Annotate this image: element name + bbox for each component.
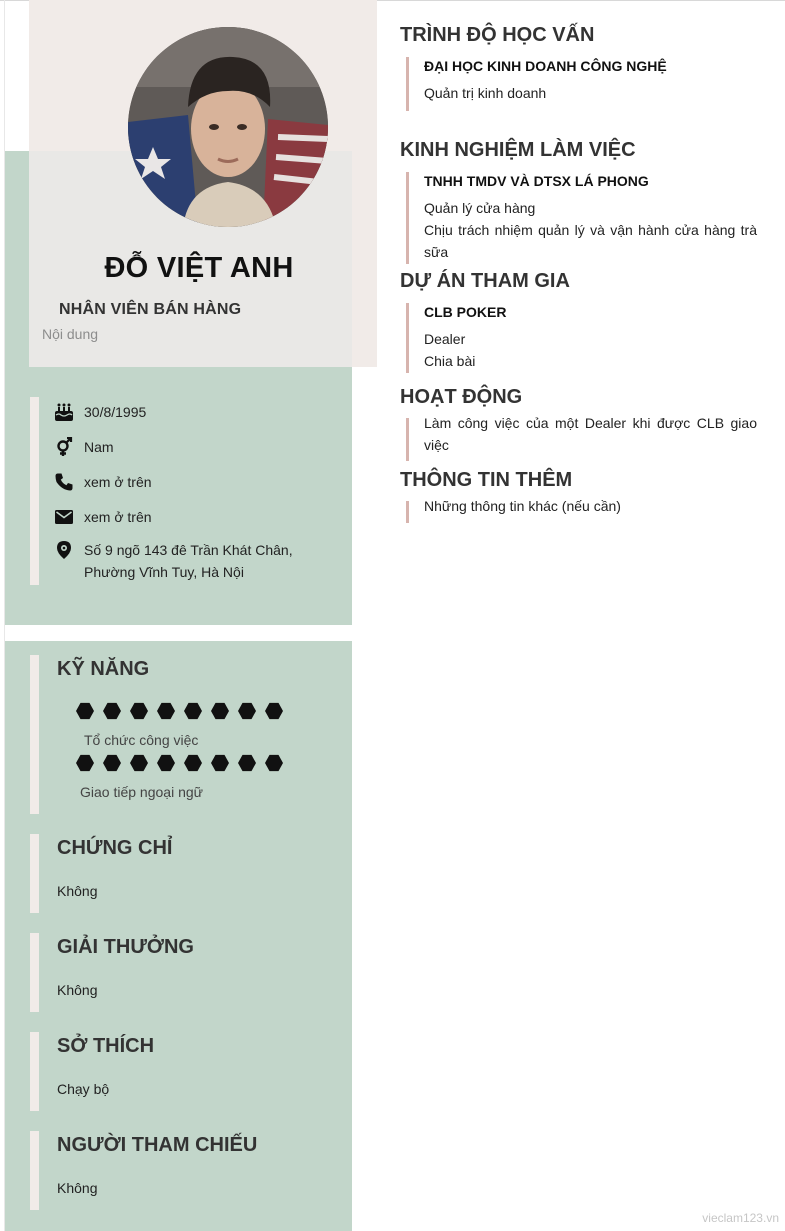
watermark: vieclam123.vn (702, 1211, 779, 1225)
experience-accent-bar (406, 172, 409, 264)
certificates-accent-bar (30, 834, 39, 913)
skill-rating-2 (76, 754, 283, 772)
cake-icon (53, 401, 75, 423)
awards-title: GIẢI THƯỞNG (57, 936, 194, 958)
rating-hexagon (211, 702, 229, 720)
phone-icon (53, 471, 75, 493)
additional-info-title: THÔNG TIN THÊM (400, 469, 573, 491)
gender-value: Nam (84, 439, 114, 455)
rating-hexagon (265, 754, 283, 772)
sidebar-divider (5, 625, 352, 641)
rating-hexagon (211, 754, 229, 772)
references-text: Không (57, 1180, 98, 1196)
certificates-title: CHỨNG CHỈ (57, 837, 173, 859)
activities-accent-bar (406, 418, 409, 461)
rating-hexagon (238, 702, 256, 720)
education-accent-bar (406, 57, 409, 111)
projects-accent-bar (406, 303, 409, 373)
experience-position: Quản lý cửa hàng (424, 200, 536, 216)
project-role: Dealer (424, 331, 466, 347)
address-line-1: Số 9 ngõ 143 đê Trần Khát Chân, (84, 542, 293, 558)
location-pin-icon (53, 539, 75, 561)
rating-hexagon (238, 754, 256, 772)
education-title: TRÌNH ĐỘ HỌC VẤN (400, 24, 595, 46)
email-value[interactable]: xem ở trên (84, 509, 152, 525)
skill-rating-1 (76, 702, 283, 720)
summary-text: Nội dung (42, 326, 99, 342)
rating-hexagon (157, 754, 175, 772)
awards-accent-bar (30, 933, 39, 1012)
references-title: NGƯỜI THAM CHIẾU (57, 1134, 258, 1156)
address-line-2: Phường Vĩnh Tuy, Hà Nội (84, 564, 244, 580)
address-value (84, 539, 293, 583)
rating-hexagon (184, 702, 202, 720)
hobbies-text: Chạy bộ (57, 1081, 110, 1097)
rating-hexagon (130, 754, 148, 772)
rating-hexagon (265, 702, 283, 720)
email-row (53, 506, 152, 528)
rating-hexagon (76, 754, 94, 772)
certificates-text: Không (57, 883, 98, 899)
phone-row (53, 471, 152, 493)
avatar[interactable] (128, 27, 328, 227)
candidate-name: ĐỖ VIỆT ANH (104, 252, 294, 284)
activities-text: Làm công việc của một Dealer khi được CLB giao việc (424, 415, 757, 453)
address-row (53, 539, 293, 583)
activities-title: HOẠT ĐỘNG (400, 386, 523, 408)
hobbies-title: SỞ THÍCH (57, 1035, 155, 1057)
rating-hexagon (103, 754, 121, 772)
job-title: NHÂN VIÊN BÁN HÀNG (59, 301, 242, 318)
skills-title: KỸ NĂNG (57, 658, 150, 680)
email-icon (53, 506, 75, 528)
additional-info-text: Những thông tin khác (nếu cần) (424, 498, 621, 514)
project-description: Chia bài (424, 353, 476, 369)
education-major: Quản trị kinh doanh (424, 85, 547, 101)
additional-info-accent-bar (406, 501, 409, 523)
skill-label-2: Giao tiếp ngoại ngữ (80, 784, 204, 800)
hobbies-accent-bar (30, 1032, 39, 1111)
experience-description: Chịu trách nhiệm quản lý và vận hành cửa hàng trà sữa (424, 222, 757, 260)
experience-title: KINH NGHIỆM LÀM VIỆC (400, 139, 636, 161)
birthday-value: 30/8/1995 (84, 404, 147, 420)
rating-hexagon (103, 702, 121, 720)
projects-title: DỰ ÁN THAM GIA (400, 270, 570, 292)
experience-company: TNHH TMDV VÀ DTSX LÁ PHONG (424, 173, 649, 189)
profile-header-card (29, 0, 377, 367)
skills-accent-bar (30, 655, 39, 814)
gender-row (53, 436, 114, 458)
rating-hexagon (157, 702, 175, 720)
birthday-row (53, 401, 146, 423)
phone-value[interactable]: xem ở trên (84, 474, 152, 490)
education-school: ĐẠI HỌC KINH DOANH CÔNG NGHỆ (424, 58, 667, 74)
awards-text: Không (57, 982, 98, 998)
rating-hexagon (76, 702, 94, 720)
rating-hexagon (130, 702, 148, 720)
project-name: CLB POKER (424, 304, 507, 320)
gender-icon (53, 436, 75, 458)
rating-hexagon (184, 754, 202, 772)
skill-label-1: Tổ chức công việc (84, 732, 199, 748)
contact-accent-bar (30, 397, 39, 585)
references-accent-bar (30, 1131, 39, 1210)
